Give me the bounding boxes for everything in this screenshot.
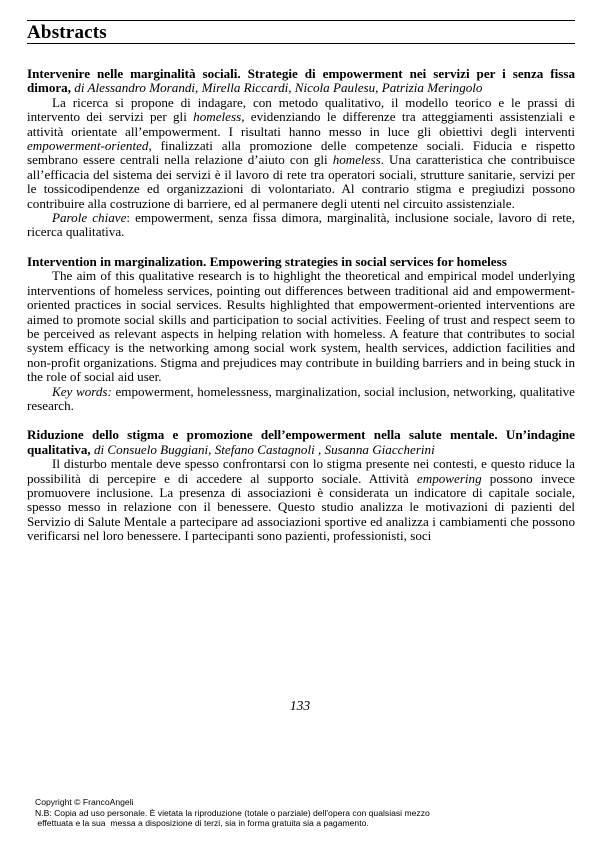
abstract-title: Riduzione dello stigma e promozione dell’empowerment nella salute mentale. Un’indagine qualitativa,	[27, 427, 575, 457]
page-number: 133	[289, 698, 311, 713]
abstract-heading	[27, 428, 575, 457]
abstract-keywords	[27, 385, 575, 414]
abstract-keywords	[27, 211, 575, 240]
abstract-authors: di Alessandro Morandi, Mirella Riccardi, Nicola Paulesu, Patrizia Meringolo	[74, 80, 483, 96]
body-text-run: . Una caratteristica che contribuisce all’efficacia del sistema dei servizi è il lavoro di rete tra operatori sociali, strutture sanitarie, servizi per le tossicodipendenze ed organizzazioni di volontariato. Al contrario stigma e pregiudizi possono contribuire alla costruzione di barriere, ed al permanere degli utenti nel circuito assistenziale.	[27, 152, 575, 211]
abstract-body	[27, 457, 575, 543]
body-text-run: possono invece promuovere inclusione. La presenza di associazioni è considerata un indicatore di capitale sociale, spesso messo in relazione con il benessere. Questo studio analizza le motivazioni di pazienti del Servizio di Salute Mentale a partecipare ad associazioni sportive ed analizza i cambiamenti che possono verificarsi nel loro benessere. I partecipanti sono pazienti, professionisti, soci	[27, 470, 575, 544]
keywords-label: Parole chiave	[52, 210, 127, 226]
section-title: Abstracts	[27, 22, 107, 43]
emphasis-text: empowering	[416, 470, 482, 486]
abstract-heading	[27, 255, 575, 269]
keywords-text: empowerment, homelessness, marginalization, social inclusion, networking, qualitative research.	[27, 383, 575, 413]
notice-line-1: N.B: Copia ad uso personale. È vietata la riproduzione (totale o parziale) dell'opera con qualsiasi mezzo	[35, 807, 430, 818]
keywords-text: : empowerment, senza fissa dimora, marginalità, inclusione sociale, lavoro di rete, ricerca qualitativa.	[27, 210, 575, 240]
abstract-body	[27, 269, 575, 384]
abstract-body	[27, 96, 575, 211]
abstract-item	[27, 255, 575, 413]
abstract-item	[27, 67, 575, 240]
abstract-title: Intervention in marginalization. Empowering strategies in social services for homeless	[27, 253, 507, 269]
abstract-authors: di Consuelo Buggiani, Stefano Castagnoli , Susanna Giaccherini	[93, 441, 435, 457]
copyright-footer	[35, 797, 575, 829]
body-text-run: , evidenziando le differenze tra atteggiamenti assistenziali e attività orientate all’empowerment. I risultati hanno messo in luce gli obiettivi degli interventi	[27, 109, 575, 139]
body-text-run: Il disturbo mentale deve spesso confrontarsi con lo stigma presente nei contesti, e questo riduce la possibilità di percepire e di accedere al supporto sociale. Attività	[27, 456, 575, 486]
abstracts-list	[27, 67, 575, 559]
abstract-item	[27, 428, 575, 543]
abstract-title: Intervenire nelle marginalità sociali. Strategie di empowerment nei servizi per i senza fissa dimora,	[27, 66, 575, 96]
body-text-run: The aim of this qualitative research is to highlight the theoretical and empirical model underlying interventions of homeless services, pointing out differences between traditional aid and empowerment-oriented practices in social services. Results highlighted that empowerment-oriented interventions are aimed to promote social skills and participation to social activities. Feeling of trust and respect seem to be perceived as relevant aspects in helping relation with homeless. A feature that contributes to social system efficacy is the networking among social work system, health services, addiction facilities and non-profit organizations. Stigma and prejudices may contribute in building barriers and in being stuck in the role of social aid user.	[27, 268, 575, 385]
body-text-run: La ricerca si propone di indagare, con metodo qualitativo, il modello teorico e le prassi di intervento dei servizi per gli	[27, 94, 575, 125]
notice-line-2: effettuata e la sua messa a disposizione di terzi, sia in forma gratuita sia a pagamento.	[35, 818, 369, 828]
section-header	[27, 20, 575, 44]
abstract-heading	[27, 67, 575, 96]
copyright-line: Copyright © FrancoAngeli	[35, 797, 134, 807]
keywords-label: Key words:	[52, 383, 112, 399]
emphasis-text: empowerment-oriented	[27, 138, 149, 154]
emphasis-text: homeless	[193, 109, 242, 125]
body-text-run: , finalizzati alla promozione delle competenze sociali. Fiducia e rispetto sembrano essere centrali nella relazione d’aiuto con gli	[27, 138, 575, 168]
emphasis-text: homeless	[332, 152, 381, 168]
